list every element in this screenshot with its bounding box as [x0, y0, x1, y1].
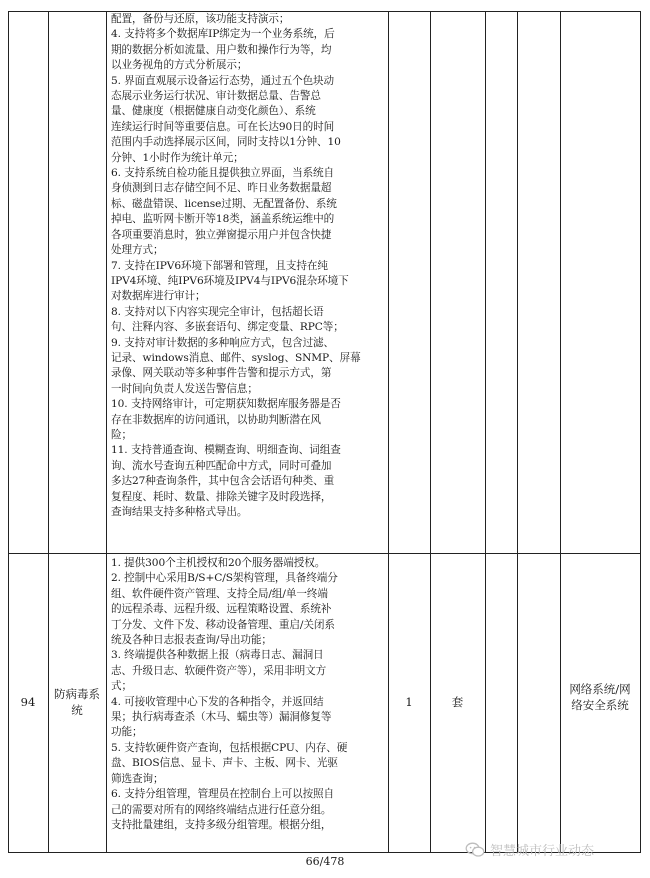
- spec-line: 6. 支持分组管理，管理员在控制台上可以按照自: [111, 788, 335, 801]
- spec-line: 处理方式；: [111, 244, 164, 257]
- spec-line: 己的需要对所有的网络终端结点进行任意分组。: [111, 803, 332, 816]
- spec-line: 6. 支持系统自检功能且提供独立界面，当系统自: [111, 167, 335, 180]
- spec-line: 5. 支持软硬件资产查询，包括根据CPU、内存、硬: [111, 741, 348, 754]
- spec-line: 掉电、监听网卡断开等18类，涵盖系统运维中的: [111, 213, 335, 226]
- spec-line: 复程度、耗时、数量、排除关键字及时段选择，: [111, 490, 332, 503]
- spec-line: 险；: [111, 428, 132, 441]
- spec-line: 7. 支持在IPV6环境下部署和管理，且支持在纯: [111, 259, 328, 272]
- spec-line: 查询结果支持多种格式导出。: [111, 506, 248, 518]
- watermark-text: 智慧城市行业动态: [490, 844, 595, 859]
- spec-line: 丁分发、文件下发、移动设备管理、重启/关闭系: [111, 618, 335, 631]
- spec-line: 分钟、1小时作为统计单元；: [111, 151, 244, 164]
- watermark: [465, 840, 594, 859]
- row-divider: [8, 553, 640, 554]
- spec-line: 9. 支持对审计数据的多种响应方式，包含过滤、: [111, 336, 335, 349]
- spec-line: 以业务视角的方式分析展示；: [111, 59, 248, 72]
- row-94-name: 防病毒系统: [54, 687, 100, 717]
- spec-line: 范围内手动选择展示区间，同时支持以1分钟、10: [111, 136, 341, 149]
- col-line-extra1: [517, 11, 518, 853]
- spec-line: 对数据库进行审计；: [111, 290, 206, 303]
- spec-line: 4. 可接收管理中心下发的各种指令，并返回结: [111, 695, 324, 708]
- row-94-category: 网络系统/网络安全系统: [569, 682, 631, 712]
- spec-line: 标、磁盘错误、license过期、无配置备份、系统: [111, 197, 337, 210]
- spec-line: 2. 控制中心采用B/S+C/S架构管理，具备终端分: [111, 572, 338, 585]
- row-94-unit: 套: [451, 695, 464, 709]
- col-line-left: [8, 11, 9, 853]
- col-line-index: [48, 11, 49, 853]
- spec-line: 10. 支持网络审计，可定期获知数据库服务器是否: [111, 398, 341, 411]
- spec-line: 多达27种查询条件，其中包含会话语句种类、重: [111, 475, 335, 488]
- spec-line: 3. 终端提供各种数据上报（病毒日志、漏洞日: [111, 649, 324, 662]
- col-line-spec: [388, 11, 389, 853]
- spec-line: 记录、windows消息、邮件、syslog、SNMP、屏幕: [111, 351, 361, 364]
- wechat-icon: [465, 842, 485, 858]
- spec-line: 各项重要消息时，独立弹窗提示用户并包含快捷: [111, 228, 332, 241]
- col-line-extra2: [560, 11, 561, 853]
- spec-line: 一时间向负责人发送告警信息；: [111, 382, 258, 395]
- spec-line: 态展示业务运行状况、审计数据总量、告警总: [111, 90, 321, 103]
- spec-line: 支持批量建组，支持多级分组管理。根据分组，: [111, 818, 332, 831]
- spec-line: 5. 界面直观展示设备运行态势，通过五个色块动: [111, 74, 335, 87]
- spec-line: 1. 提供300个主机授权和20个服务器端授权。: [111, 557, 326, 569]
- spec-line: 组、软件硬件资产管理、支持全局/组/单一终端: [111, 587, 328, 600]
- spec-line: 句、注释内容、多嵌套语句、绑定变量、RPC等；: [111, 321, 344, 334]
- spec-line: 志、升级日志、软硬件资产等），采用非明文方: [111, 664, 327, 677]
- spec-line: 8. 支持对以下内容实现完全审计，包括超长语: [111, 305, 324, 318]
- spec-line: 连续运行时间等重要信息。可在长达90日的时间: [111, 120, 335, 133]
- spec-line: 果；执行病毒查杀（木马、蠕虫等）漏洞修复等: [111, 711, 332, 724]
- spec-line: 期的数据分析如流量、用户数和操作行为等，均: [111, 43, 332, 56]
- row-94-spec-text: [111, 556, 387, 851]
- spec-line: 统及各种日志报表查询/导出功能；: [111, 634, 272, 647]
- continued-spec-text: [111, 12, 387, 552]
- spec-line: 筛选查询；: [111, 772, 164, 785]
- col-line-right: [640, 11, 641, 853]
- spec-line: 的远程杀毒、远程升级、远程策略设置、系统补: [111, 603, 332, 616]
- spec-line: 盘、BIOS信息、显卡、声卡、主板、网卡、光驱: [111, 757, 338, 770]
- row-94-quantity: 1: [405, 695, 413, 709]
- col-line-name: [106, 11, 107, 853]
- spec-line: 录像、网关联动等多种事件告警和提示方式，第: [111, 367, 332, 380]
- spec-line: 功能；: [111, 726, 143, 739]
- col-line-unit: [485, 11, 486, 853]
- spec-line: 量、健康度（根据健康自动变化颜色）、系统: [111, 105, 316, 118]
- page-number: 66/478: [305, 855, 345, 868]
- col-line-qty: [430, 11, 431, 853]
- row-94-index: 94: [20, 695, 36, 709]
- spec-line: 式；: [111, 680, 132, 693]
- spec-line: 配置，备份与还原，该功能支持演示；: [111, 13, 290, 25]
- spec-line: 4. 支持将多个数据库IP绑定为一个业务系统，后: [111, 28, 335, 41]
- spec-line: 存在非数据库的访问通讯，以协助判断潜在风: [111, 413, 321, 426]
- spec-line: 身侦测到日志存储空间不足、昨日业务数据量超: [111, 182, 332, 195]
- spec-line: 询、流水号查询五种匹配命中方式，同时可叠加: [111, 459, 332, 472]
- spec-line: 11. 支持普通查询、模糊查询、明细查询、词组查: [111, 444, 341, 457]
- spec-line: IPV4环境、纯IPV6环境及IPV4与IPV6混杂环境下: [111, 274, 349, 287]
